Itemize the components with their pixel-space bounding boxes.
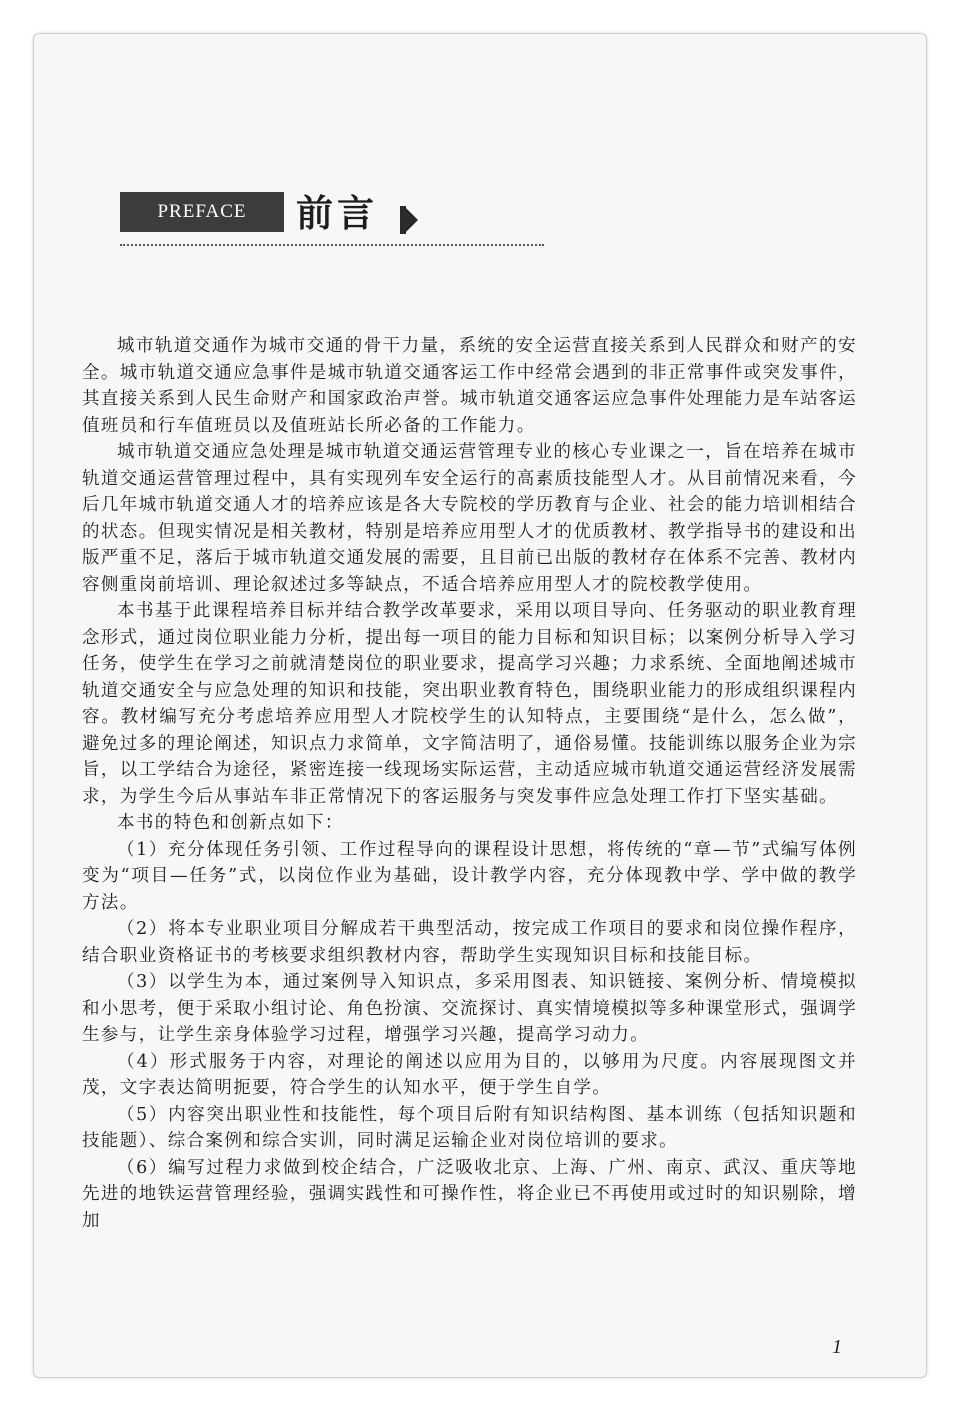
paragraph: 本书的特色和创新点如下： xyxy=(117,813,344,833)
paragraph: 城市轨道交通作为城市交通的骨干力量，系统的安全运营直接关系到人民群众和财产的安全。城市轨道交通应急事件是城市轨道交通客运工作中经常会遇到的非正常事件或突发事件，其直接关系到人民生命财产和国家政治声誉。城市轨道交通客运应急事件处理能力是车站客运值班员和行车值班员以及值班站长所必备的工作能力。 xyxy=(82,336,857,436)
paragraph: （2）将本专业职业项目分解成若干典型活动，按完成工作项目的要求和岗位操作程序，结合职业资格证书的考核要求组织教材内容，帮助学生实现知识目标和技能目标。 xyxy=(82,919,857,966)
paragraph: （6）编写过程力求做到校企结合，广泛吸收北京、上海、广州、南京、武汉、重庆等地先进的地铁运营管理经验，强调实践性和可操作性，将企业已不再使用或过时的知识剔除，增加 xyxy=(82,1157,857,1231)
paragraph: 城市轨道交通应急处理是城市轨道交通运营管理专业的核心专业课之一，旨在培养在城市轨道交通运营管理过程中，具有实现列车安全运行的高素质技能型人才。从目前情况来看，今后几年城市轨道交通人才的培养应该是各大专院校的学历教育与企业、社会的能力培训相结合的状态。但现实情况是相关教材，特别是培养应用型人才的优质教材、教学指导书的建设和出版严重不足，落后于城市轨道交通发展的需要，且目前已出版的教材存在体系不完善、教材内容侧重岗前培训、理论叙述过多等缺点，不适合培养应用型人才的院校教学使用。 xyxy=(82,442,857,595)
page-number: 1 xyxy=(832,1336,842,1358)
paragraph: （1）充分体现任务引领、工作过程导向的课程设计思想，将传统的“章—节”式编写体例变为“项目—任务”式，以岗位作业为基础，设计教学内容，充分体现教中学、学中做的教学方法。 xyxy=(82,839,857,913)
paragraph: 本书基于此课程培养目标并结合教学改革要求，采用以项目导向、任务驱动的职业教育理念形式，通过岗位职业能力分析，提出每一项目的能力目标和知识目标；以案例分析导入学习任务，使学生在学习之前就清楚岗位的职业要求，提高学习兴趣；力求系统、全面地阐述城市轨道交通安全与应急处理的知识和技能，突出职业教育特色，围绕职业能力的形成组织课程内容。教材编写充分考虑培养应用型人才院校学生的认知特点，主要围绕“是什么，怎么做”，避免过多的理论阐述，知识点力求简单，文字简洁明了，通俗易懂。技能训练以服务企业为宗旨，以工学结合为途径，紧密连接一线现场实际运营，主动适应城市轨道交通运营经济发展需求，为学生今后从事站车非正常情况下的客运服务与突发事件应急处理工作打下坚实基础。 xyxy=(82,601,857,807)
title-decoration-arrow-icon xyxy=(404,206,418,234)
document-page xyxy=(33,33,927,1378)
body-text xyxy=(82,333,857,1234)
header-divider xyxy=(120,244,544,246)
preface-label: PREFACE xyxy=(120,192,284,232)
preface-header xyxy=(84,192,544,274)
paragraph: （5）内容突出职业性和技能性，每个项目后附有知识结构图、基本训练（包括知识题和技能题）、综合案例和综合实训，同时满足运输企业对岗位培训的要求。 xyxy=(82,1104,857,1151)
page-title: 前言 xyxy=(296,192,378,235)
paragraph: （4）形式服务于内容，对理论的阐述以应用为目的，以够用为尺度。内容展现图文并茂，文字表达简明扼要，符合学生的认知水平，便于学生自学。 xyxy=(82,1051,857,1098)
paragraph: （3）以学生为本，通过案例导入知识点，多采用图表、知识链接、案例分析、情境模拟和小思考，便于采取小组讨论、角色扮演、交流探讨、真实情境模拟等多种课堂形式，强调学生参与，让学生亲身体验学习过程，增强学习兴趣，提高学习动力。 xyxy=(82,972,857,1045)
